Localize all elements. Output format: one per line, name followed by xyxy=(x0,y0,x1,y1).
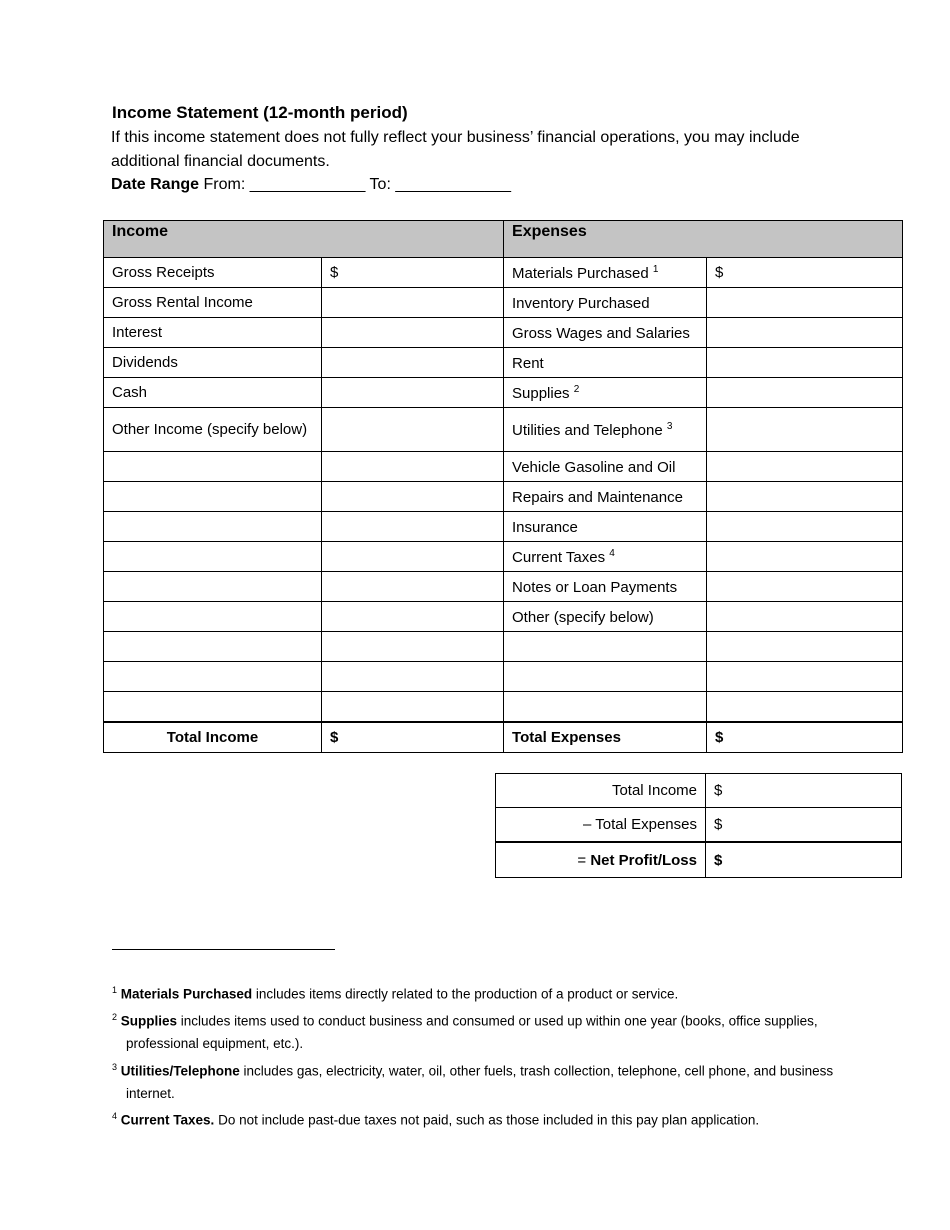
income-value-cell[interactable] xyxy=(322,348,504,378)
income-label-cell xyxy=(104,572,322,602)
table-row xyxy=(104,348,903,378)
income-value-cell[interactable] xyxy=(322,632,504,662)
table-row xyxy=(104,602,903,632)
summary-total-expenses-value[interactable]: $ xyxy=(706,808,902,843)
expense-label-cell-text: Materials Purchased xyxy=(512,264,649,282)
footnote-number: 4 xyxy=(112,1111,118,1121)
income-label-cell xyxy=(104,378,322,408)
expense-label-cell xyxy=(504,378,707,408)
footnote xyxy=(112,979,872,1006)
table-row xyxy=(104,408,903,452)
footnote xyxy=(112,1006,872,1056)
expense-label-cell xyxy=(504,542,707,572)
expense-value-cell[interactable] xyxy=(707,408,903,452)
expense-value-cell[interactable] xyxy=(707,512,903,542)
income-label-cell xyxy=(104,512,322,542)
table-row xyxy=(104,482,903,512)
income-value-cell[interactable] xyxy=(322,602,504,632)
footnote-number: 3 xyxy=(112,1061,118,1072)
income-header: Income xyxy=(104,221,504,258)
income-label-cell-text: Gross Receipts xyxy=(112,264,215,281)
income-value-cell[interactable] xyxy=(322,692,504,723)
income-value-cell[interactable] xyxy=(322,318,504,348)
expense-label-cell xyxy=(504,452,707,482)
expense-value-cell[interactable] xyxy=(707,482,903,512)
net-profit-summary xyxy=(495,773,902,878)
expense-label-cell-text: Utilities and Telephone xyxy=(512,421,663,439)
expense-value-cell[interactable] xyxy=(707,348,903,378)
income-label-cell xyxy=(104,408,322,452)
expense-value-cell[interactable] xyxy=(707,602,903,632)
total-expenses-label: Total Expenses xyxy=(504,722,707,753)
footnote xyxy=(112,1105,872,1132)
net-label: Net Profit/Loss xyxy=(590,851,697,869)
totals-row xyxy=(104,722,903,753)
income-label-cell xyxy=(104,482,322,512)
expense-label-cell xyxy=(504,258,707,288)
income-value-cell[interactable] xyxy=(322,572,504,602)
date-range xyxy=(111,174,511,196)
income-label-cell xyxy=(104,602,322,632)
income-label-cell-text: Interest xyxy=(112,324,163,341)
table-row xyxy=(104,452,903,482)
footnotes xyxy=(112,979,872,1132)
table-row xyxy=(104,378,903,408)
footnote-text: includes gas, electricity, water, oil, other fuels, trash collection, telephone, cell phone, and business internet. xyxy=(126,1063,834,1101)
expense-label-cell-text: Inventory Purchased xyxy=(512,294,650,312)
income-label-cell xyxy=(104,348,322,378)
net-profit-value[interactable]: $ xyxy=(706,842,902,878)
expense-label-cell-text: Gross Wages and Salaries xyxy=(512,324,690,342)
income-label-cell-text: Gross Rental Income xyxy=(112,294,253,311)
footnote-ref: 2 xyxy=(573,383,580,395)
expense-value-cell[interactable] xyxy=(707,572,903,602)
expense-label-cell xyxy=(504,572,707,602)
date-to-field[interactable]: To: _____________ xyxy=(369,176,512,193)
table-row xyxy=(104,542,903,572)
total-expenses-value[interactable]: $ xyxy=(707,722,903,753)
footnote-term: Utilities/Telephone xyxy=(120,1063,240,1078)
summary-row xyxy=(496,808,902,843)
net-profit-label xyxy=(496,842,706,878)
income-label-cell xyxy=(104,318,322,348)
summary-row xyxy=(496,774,902,808)
income-label-cell xyxy=(104,662,322,692)
income-label-cell xyxy=(104,542,322,572)
table-row xyxy=(104,318,903,348)
income-label-cell-text: Other Income (specify below) xyxy=(112,421,308,438)
income-value-cell[interactable] xyxy=(322,482,504,512)
footnote-number: 1 xyxy=(112,985,118,995)
expense-label-cell xyxy=(504,602,707,632)
expense-label-cell xyxy=(504,482,707,512)
table-row xyxy=(104,288,903,318)
footnote-number: 2 xyxy=(112,1012,118,1022)
expense-label-cell xyxy=(504,632,707,662)
expenses-header: Expenses xyxy=(504,221,903,258)
income-value-cell[interactable] xyxy=(322,408,504,452)
summary-row xyxy=(496,842,902,878)
table-row xyxy=(104,632,903,662)
footnote-ref: 1 xyxy=(652,263,659,275)
income-label-cell xyxy=(104,452,322,482)
footnote-divider xyxy=(112,949,335,950)
expense-label-cell xyxy=(504,288,707,318)
date-from-field[interactable]: From: _____________ xyxy=(203,176,366,193)
table-row xyxy=(104,692,903,723)
expense-value-cell[interactable] xyxy=(707,632,903,662)
expense-label-cell-text: Current Taxes xyxy=(512,548,606,566)
income-value-cell[interactable] xyxy=(322,258,504,288)
footnote-text: Do not include past-due taxes not paid, such as those included in this pay plan application. xyxy=(214,1112,760,1128)
net-prefix: = xyxy=(577,851,591,869)
expense-label-cell-text: Notes or Loan Payments xyxy=(512,578,678,596)
income-label-cell xyxy=(104,258,322,288)
expense-value-cell-text: $ xyxy=(715,264,724,281)
expense-label-cell-text: Supplies xyxy=(512,384,570,402)
summary-total-income-value[interactable]: $ xyxy=(706,774,902,808)
expense-value-cell[interactable] xyxy=(707,378,903,408)
income-value-cell[interactable] xyxy=(322,662,504,692)
income-value-cell[interactable] xyxy=(322,452,504,482)
expense-label-cell xyxy=(504,692,707,723)
table-row xyxy=(104,662,903,692)
expense-label-cell-text: Vehicle Gasoline and Oil xyxy=(512,458,676,476)
expense-value-cell[interactable] xyxy=(707,692,903,723)
expense-label-cell xyxy=(504,318,707,348)
expense-value-cell[interactable] xyxy=(707,288,903,318)
summary-total-income-label: Total Income xyxy=(496,774,706,808)
footnote-ref: 4 xyxy=(609,547,615,559)
table-row xyxy=(104,258,903,288)
footnote xyxy=(112,1056,872,1106)
income-label-cell xyxy=(104,632,322,662)
intro-text: If this income statement does not fully reflect your business’ financial operations, you may include additional financial documents. xyxy=(111,129,800,170)
page-title: Income Statement (12-month period) xyxy=(112,103,408,122)
footnote-ref: 3 xyxy=(666,420,673,432)
summary-total-expenses-label: – Total Expenses xyxy=(496,808,706,843)
footnote-term: Materials Purchased xyxy=(120,986,253,1002)
expense-value-cell[interactable] xyxy=(707,318,903,348)
expense-label-cell xyxy=(504,512,707,542)
income-value-cell[interactable] xyxy=(322,542,504,572)
table-row xyxy=(104,512,903,542)
footnote-text: includes items used to conduct business and consumed or used up within one year (books, office supplies, professional equipment, etc.). xyxy=(126,1013,818,1051)
expense-value-cell[interactable] xyxy=(707,662,903,692)
footnote-term: Current Taxes. xyxy=(120,1112,215,1128)
income-label-cell-text: Cash xyxy=(112,384,148,401)
total-income-label: Total Income xyxy=(104,722,322,753)
footnote-text: includes items directly related to the production of a product or service. xyxy=(252,986,679,1002)
expense-value-cell[interactable] xyxy=(707,452,903,482)
expense-label-cell-text: Rent xyxy=(512,354,544,372)
income-label-cell-text: Dividends xyxy=(112,354,178,371)
expense-label-cell xyxy=(504,348,707,378)
income-expenses-table xyxy=(103,220,903,753)
income-label-cell xyxy=(104,288,322,318)
expense-label-cell-text: Repairs and Maintenance xyxy=(512,488,683,506)
income-value-cell[interactable] xyxy=(322,512,504,542)
table-body xyxy=(104,258,903,723)
expense-label-cell-text: Other (specify below) xyxy=(512,608,654,626)
income-value-cell[interactable] xyxy=(322,378,504,408)
table-row xyxy=(104,572,903,602)
income-label-cell xyxy=(104,692,322,723)
expense-label-cell-text: Insurance xyxy=(512,518,578,536)
footnote-term: Supplies xyxy=(120,1013,178,1029)
date-range-label: Date Range xyxy=(111,176,200,193)
expense-value-cell[interactable] xyxy=(707,542,903,572)
expense-label-cell xyxy=(504,662,707,692)
expense-value-cell[interactable] xyxy=(707,258,903,288)
income-value-cell[interactable] xyxy=(322,288,504,318)
expense-label-cell xyxy=(504,408,707,452)
total-income-value[interactable]: $ xyxy=(322,722,504,753)
income-value-cell-text: $ xyxy=(330,264,339,281)
